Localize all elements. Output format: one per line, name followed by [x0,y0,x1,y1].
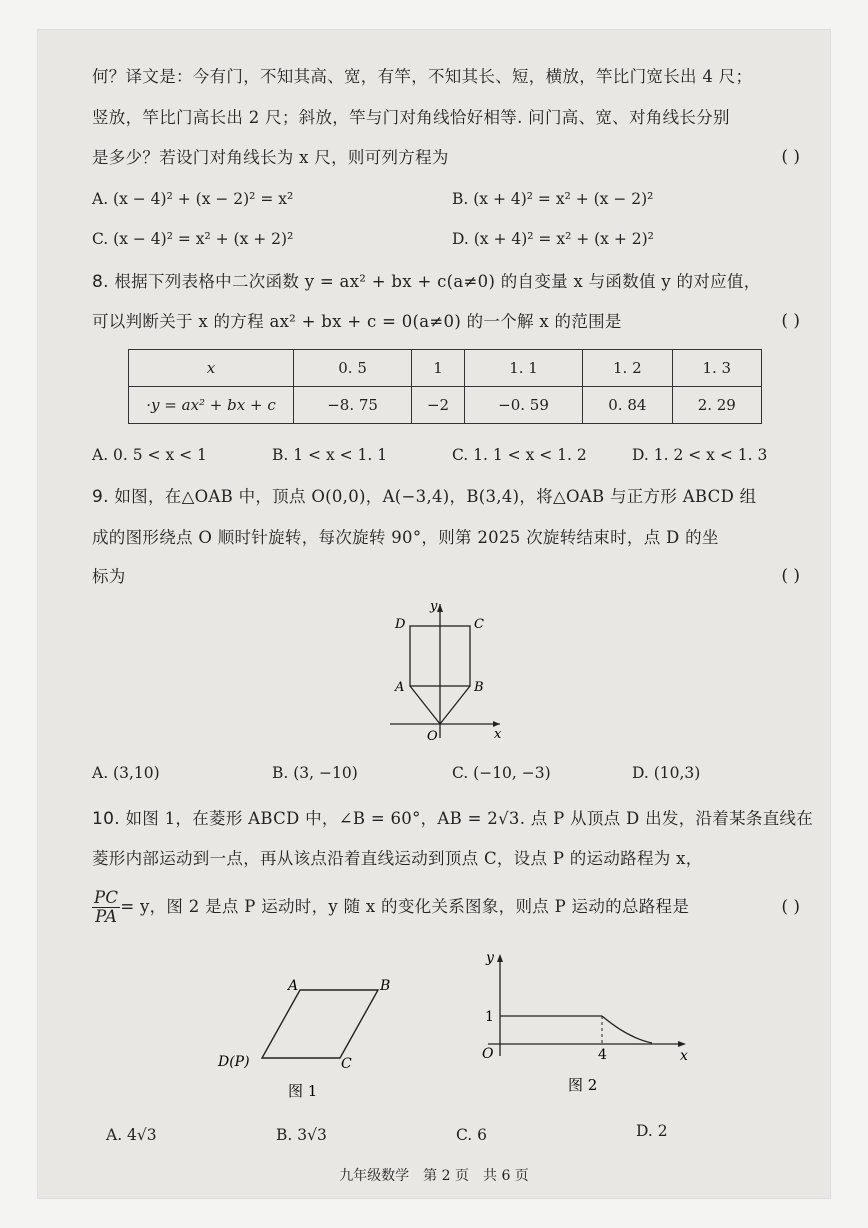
table-cell: 0. 84 [583,387,672,424]
label-c: C [474,617,484,632]
q9-answer-paren: ( ) [781,566,800,586]
q10-line3 [92,887,689,927]
q10-text1: 如图 1，在菱形 ABCD 中，∠B = 60°，AB = 2√3. 点 P 从顶点 D 出发，沿着某条直线在 [125,809,814,828]
q9-line3: 标为 [92,567,126,586]
q7-option-b: B. (x + 4)² = x² + (x − 2)² [452,190,654,208]
rhombus-abcd [262,990,378,1058]
q9-text1: 如图，在△OAB 中，顶点 O(0,0)，A(−3,4)，B(3,4)，将△OAB 与正方形 ABCD 组 [114,487,757,506]
figure-1-caption: 图 1 [288,1082,318,1100]
fraction-denominator: PA [95,907,118,926]
q8-answer-paren: ( ) [781,311,800,331]
fraction-numerator: PC [94,888,119,907]
graph-curve-segment [602,1016,652,1043]
q7-line1: 何？译文是：今有门，不知其高、宽，有竿，不知其长、短，横放，竿比门宽长出 4 尺； [92,67,753,86]
q9-line2: 成的图形绕点 O 顺时针旋转，每次旋转 90°，则第 2025 次旋转结束时，点 D 的坐 [92,528,719,547]
q9-rotation-figure [380,596,510,744]
table-cell: 1 [412,350,465,387]
table-row [129,387,762,424]
label-d-p: D(P) [218,1054,250,1070]
q8-line2: 可以判断关于 x 的方程 ax² + bx + c = 0(a≠0) 的一个解 x 的范围是 [92,312,622,331]
q10-figure-2-graph [470,948,700,1098]
table-cell: ·y = ax² + bx + c [129,387,294,424]
label-y: y [486,950,494,966]
label-x: x [680,1048,688,1064]
label-a: A [288,978,299,994]
page-footer: 九年级数学 第 2 页 共 6 页 [339,1168,529,1184]
table-cell: 2. 29 [672,387,761,424]
q9-number: 9. [92,487,109,507]
q9-option-a: A. (3,10) [92,764,160,782]
q7-option-c: C. (x − 4)² = x² + (x + 2)² [92,230,294,248]
label-d: D [395,617,406,632]
q9-option-d: D. (10,3) [632,764,701,782]
label-x: x [494,727,502,742]
table-cell: 1. 1 [464,350,582,387]
q8-number: 8. [92,272,109,292]
q8-value-table [128,349,762,424]
table-cell: 1. 3 [672,350,761,387]
q10-line2: 菱形内部运动到一点，再从该点沿着直线运动到顶点 C，设点 P 的运动路程为 x， [92,849,703,868]
q9-option-b: B. (3, −10) [272,764,358,782]
q9-option-c: C. (−10, −3) [452,764,551,782]
table-cell: 0. 5 [294,350,412,387]
table-cell: −0. 59 [464,387,582,424]
table-cell: x [129,350,294,387]
table-cell: 1. 2 [583,350,672,387]
q8-option-a: A. 0. 5 < x < 1 [92,446,207,464]
q10-text3: = y，图 2 是点 P 运动时，y 随 x 的变化关系图象，则点 P 运动的总路程是 [120,897,690,916]
q10-line1 [92,808,813,830]
label-o: O [427,729,438,744]
q10-figure-1-rhombus [210,972,410,1102]
q7-option-a: A. (x − 4)² + (x − 2)² = x² [92,190,294,208]
q8-option-d: D. 1. 2 < x < 1. 3 [632,446,768,464]
q10-number: 10. [92,809,120,829]
label-c: C [341,1056,352,1072]
label-b: B [380,978,391,994]
q7-option-d: D. (x + 4)² = x² + (x + 2)² [452,230,654,248]
q10-answer-paren: ( ) [781,897,800,917]
label-a: A [395,680,405,695]
q10-option-b: B. 3√3 [276,1126,327,1144]
table-cell: −2 [412,387,465,424]
q7-answer-paren: ( ) [781,147,800,167]
q8-text1: 根据下列表格中二次函数 y = ax² + bx + c(a≠0) 的自变量 x 与函数值 y 的对应值， [114,272,761,291]
q10-option-a: A. 4√3 [106,1126,157,1144]
label-four: 4 [598,1047,607,1063]
label-one: 1 [485,1009,494,1025]
table-cell: −8. 75 [294,387,412,424]
q10-option-d: D. 2 [636,1122,668,1140]
q7-line2: 竖放，竿比门高长出 2 尺；斜放，竿与门对角线恰好相等. 问门高、宽、对角线长分别 [92,108,730,127]
label-b: B [474,680,484,695]
q8-option-b: B. 1 < x < 1. 1 [272,446,388,464]
q7-line3: 是多少？若设门对角线长为 x 尺，则可列方程为 [92,148,449,167]
label-o: O [482,1046,494,1062]
q9-line1 [92,486,756,508]
figure-2-caption: 图 2 [568,1076,598,1094]
q8-line1 [92,271,761,293]
q10-option-c: C. 6 [456,1126,488,1144]
y-axis-arrow [437,604,443,612]
y-axis-arrow [497,954,503,962]
q10-fraction [92,889,120,926]
x-axis-arrow [678,1041,686,1047]
table-row [129,350,762,387]
label-y: y [430,599,438,614]
q8-option-c: C. 1. 1 < x < 1. 2 [452,446,587,464]
